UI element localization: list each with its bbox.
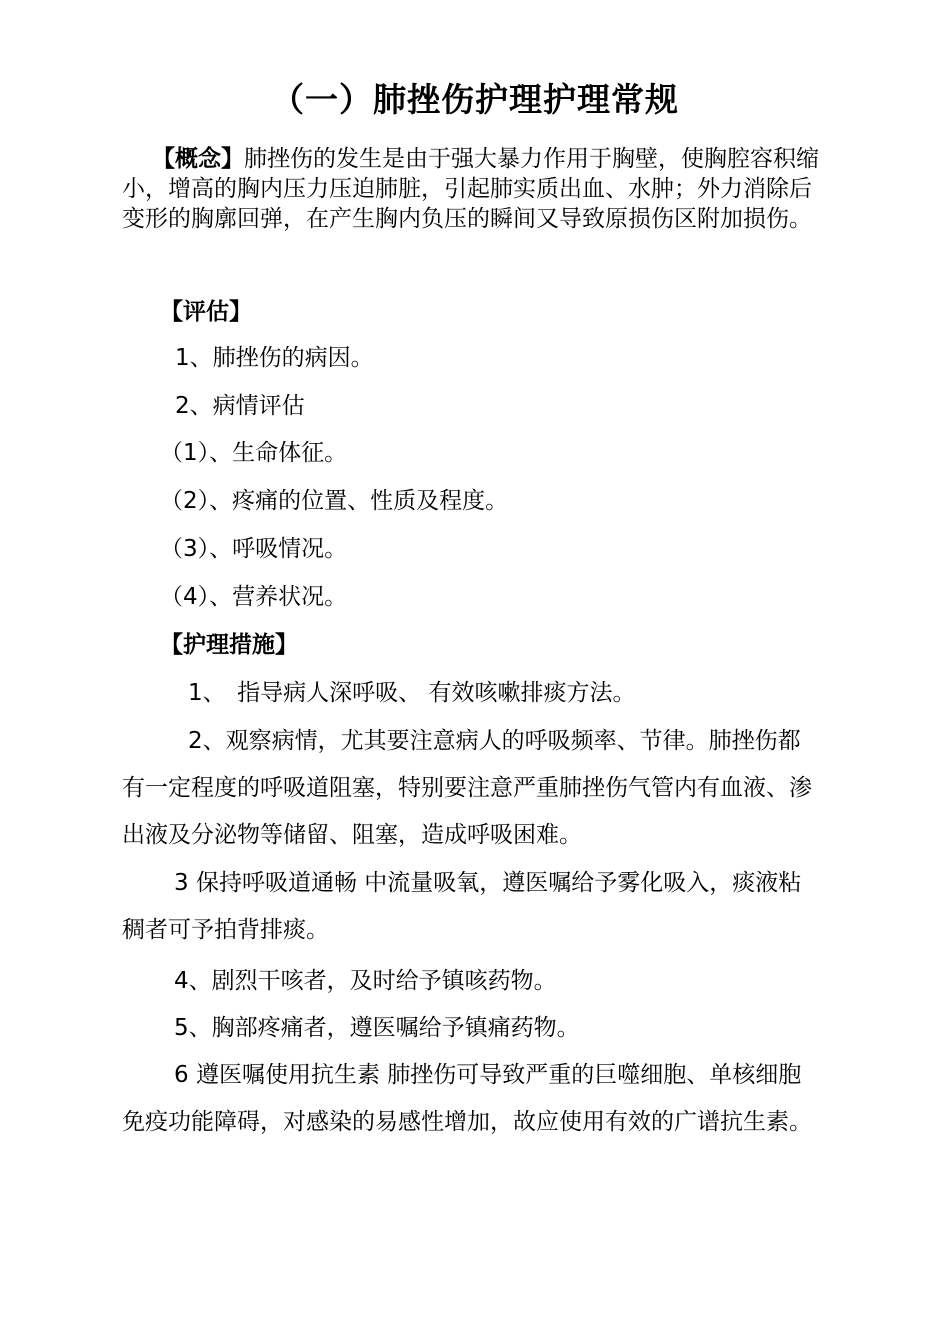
nursing-item-text: 2、观察病情，尤其要注意病人的呼吸频率、节律。肺挫伤都有一定程度的呼吸道阻塞，特别要注意严重肺挫伤气管内有血液、渗出液及分泌物等储留、阻塞，造成呼吸困难。: [122, 728, 812, 848]
nursing-item: [122, 1052, 822, 1146]
assessment-item: （4）、营养状况。: [160, 584, 348, 610]
assessment-heading: 【评估】: [160, 299, 252, 325]
nursing-item: 1、 指导病人深呼吸、 有效咳嗽排痰方法。: [188, 680, 636, 706]
nursing-item-text: 6 遵医嘱使用抗生素 肺挫伤可导致严重的巨噬细胞、单核细胞免疫功能障碍，对感染的易感性增加，故应使用有效的广谱抗生素。: [122, 1062, 812, 1135]
nursing-item: [122, 860, 822, 954]
assessment-item: （3）、呼吸情况。: [160, 536, 348, 562]
assessment-item: 1、肺挫伤的病因。: [175, 345, 374, 371]
nursing-item: 4、剧烈干咳者，及时给予镇咳药物。: [174, 968, 557, 994]
concept-label: 【概念】: [152, 146, 244, 172]
assessment-item: （1）、生命体征。: [160, 440, 348, 466]
assessment-item: 2、病情评估: [175, 393, 305, 419]
nursing-item: [122, 718, 822, 859]
page-title: （一）肺挫伤护理护理常规: [271, 80, 679, 119]
assessment-item: （2）、疼痛的位置、性质及程度。: [160, 488, 509, 514]
concept-text: 肺挫伤的发生是由于强大暴力作用于胸壁，使胸腔容积缩小，增高的胸内压力压迫肺脏，引起肺实质出血、水肿；外力消除后变形的胸廓回弹，在产生胸内负压的瞬间又导致原损伤区附加损伤。: [122, 146, 819, 232]
nursing-item-text: 3 保持呼吸道通畅 中流量吸氧，遵医嘱给予雾化吸入，痰液粘稠者可予拍背排痰。: [122, 870, 802, 943]
nursing-heading: 【护理措施】: [160, 632, 298, 658]
concept-paragraph: [122, 144, 822, 234]
nursing-item: 5、胸部疼痛者，遵医嘱给予镇痛药物。: [174, 1015, 580, 1041]
